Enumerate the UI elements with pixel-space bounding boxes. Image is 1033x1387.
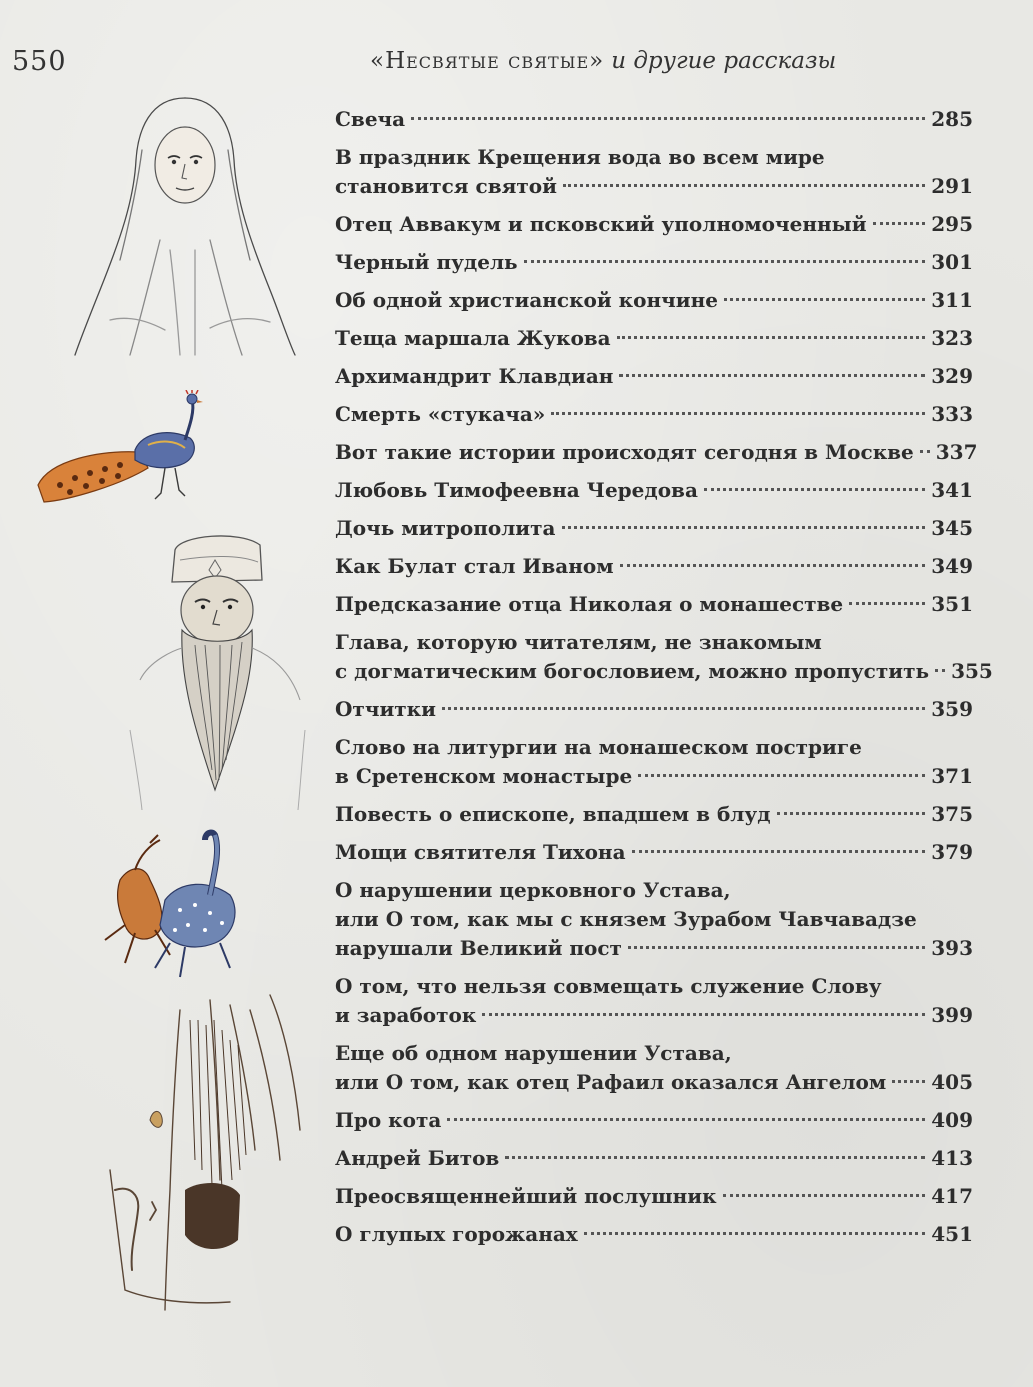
toc-entry-title-line: Черный пудель — [335, 250, 518, 274]
dot-leader — [873, 222, 926, 225]
dot-leader — [447, 1118, 925, 1121]
toc-entry-title-line: Повесть о епископе, впадшем в блуд — [335, 802, 771, 826]
toc-entry-page-number: 355 — [951, 659, 993, 683]
toc-entry-page-number: 405 — [931, 1070, 973, 1094]
toc-entry-page-number: 413 — [931, 1146, 973, 1170]
toc-entry[interactable] — [335, 590, 973, 619]
running-head — [370, 48, 836, 74]
toc-entry-page-number: 345 — [931, 516, 973, 540]
toc-entry-title-line: Как Булат стал Иваном — [335, 554, 614, 578]
toc-entry-title-line: Любовь Тимофеевна Чередова — [335, 478, 698, 502]
toc-entry-page-number: 333 — [931, 402, 973, 426]
toc-entry[interactable] — [335, 514, 973, 543]
toc-entry-last-line — [335, 1144, 973, 1173]
toc-entry[interactable] — [335, 286, 973, 315]
toc-entry-page-number: 341 — [931, 478, 973, 502]
toc-entry[interactable] — [335, 476, 973, 505]
toc-entry-title-line: Андрей Битов — [335, 1146, 500, 1170]
toc-entry[interactable] — [335, 362, 973, 391]
toc-entry-title-line: О глупых горожанах — [335, 1222, 578, 1246]
toc-entry-last-line — [335, 762, 973, 791]
running-head-title: «Несвятые святые» — [370, 48, 605, 74]
toc-entry[interactable] — [335, 105, 973, 134]
toc-entry[interactable] — [335, 1220, 973, 1249]
dot-leader — [638, 774, 925, 777]
toc-entry-title-line: Мощи святителя Тихона — [335, 840, 626, 864]
dot-leader — [524, 260, 926, 263]
toc-entry[interactable] — [335, 210, 973, 239]
dot-leader — [723, 1194, 926, 1197]
toc-entry-title-line: в Сретенском монастыре — [335, 764, 633, 788]
toc-entry-last-line — [335, 590, 973, 619]
dot-leader — [620, 564, 926, 567]
toc-entry[interactable] — [335, 1144, 973, 1173]
toc-entry-last-line — [335, 800, 973, 829]
toc-entry-title-line: или О том, как отец Рафаил оказался Ангелом — [335, 1070, 887, 1094]
toc-entry-page-number: 371 — [931, 764, 973, 788]
dot-leader — [505, 1156, 925, 1159]
toc-entry-title-lines — [335, 733, 973, 762]
dot-leader — [551, 412, 925, 415]
toc-entry-page-number: 311 — [931, 288, 973, 312]
dot-leader — [777, 812, 926, 815]
toc-entry-title-line: или О том, как мы с князем Зурабом Чавчавадзе — [335, 907, 917, 931]
toc-entry-last-line — [335, 476, 973, 505]
toc-entry-last-line — [335, 362, 973, 391]
toc-entry-last-line — [335, 695, 973, 724]
dot-leader — [482, 1013, 925, 1016]
dot-leader — [411, 117, 925, 120]
peacock-drawing-icon — [30, 390, 230, 510]
toc-entry-title-lines — [335, 143, 973, 172]
figure-ink-sketch-icon — [90, 990, 310, 1320]
toc-entry-last-line — [335, 172, 973, 201]
dot-leader — [849, 602, 925, 605]
toc-entry-title-line: В праздник Крещения вода во всем мире — [335, 145, 825, 169]
toc-entry[interactable] — [335, 552, 973, 581]
dot-leader — [704, 488, 925, 491]
toc-entry-last-line — [335, 286, 973, 315]
toc-entry-title-line: Отчитки — [335, 697, 436, 721]
toc-entry-page-number: 329 — [931, 364, 973, 388]
toc-entry-title-line: Теща маршала Жукова — [335, 326, 611, 350]
dot-leader — [628, 946, 925, 949]
toc-entry-page-number: 379 — [931, 840, 973, 864]
dot-leader — [920, 450, 930, 453]
toc-entry-last-line — [335, 1068, 973, 1097]
toc-entry[interactable] — [335, 838, 973, 867]
toc-entry-title-lines — [335, 628, 973, 657]
toc-entry-page-number: 285 — [931, 107, 973, 131]
dot-leader — [619, 374, 925, 377]
toc-entry-title-line: Слово на литургии на монашеском постриге — [335, 735, 862, 759]
toc-entry-last-line — [335, 1106, 973, 1135]
toc-entry-page-number: 409 — [931, 1108, 973, 1132]
toc-entry[interactable] — [335, 1106, 973, 1135]
toc-entry-page-number: 323 — [931, 326, 973, 350]
toc-entry[interactable] — [335, 733, 973, 791]
toc-entry-page-number: 393 — [931, 936, 973, 960]
dot-leader — [632, 850, 926, 853]
toc-entry[interactable] — [335, 876, 973, 963]
toc-entry[interactable] — [335, 1039, 973, 1097]
dot-leader — [562, 526, 926, 529]
toc-entry-page-number: 375 — [931, 802, 973, 826]
toc-entry-page-number: 349 — [931, 554, 973, 578]
toc-entry-page-number: 301 — [931, 250, 973, 274]
toc-entry[interactable] — [335, 1182, 973, 1211]
toc-entry[interactable] — [335, 248, 973, 277]
toc-entry-title-line: Предсказание отца Николая о монашестве — [335, 592, 844, 616]
toc-entry-page-number: 417 — [931, 1184, 973, 1208]
toc-entry-title-line: и заработок — [335, 1003, 477, 1027]
toc-entry-page-number: 359 — [931, 697, 973, 721]
toc-entry-title-line: Преосвященнейший послушник — [335, 1184, 717, 1208]
toc-entry-title-line: Вот такие истории происходят сегодня в Москве — [335, 440, 914, 464]
toc-entry[interactable] — [335, 695, 973, 724]
toc-entry-title-lines — [335, 1039, 973, 1068]
dot-leader — [584, 1232, 926, 1235]
toc-entry-last-line — [335, 248, 973, 277]
toc-entry-last-line — [335, 657, 993, 686]
toc-entry-last-line — [335, 1220, 973, 1249]
dot-leader — [442, 707, 925, 710]
toc-entry[interactable] — [335, 324, 973, 353]
running-head-subtitle: и другие рассказы — [611, 48, 837, 74]
toc-entry-title-line: Про кота — [335, 1108, 442, 1132]
toc-entry-title-line: О нарушении церковного Устава, — [335, 878, 731, 902]
toc-entry-last-line — [335, 438, 978, 467]
toc-entry-title-line: Дочь митрополита — [335, 516, 556, 540]
toc-entry[interactable] — [335, 438, 978, 467]
page-number: 550 — [12, 46, 67, 77]
toc-entry-title-line: Об одной христианской кончине — [335, 288, 718, 312]
dot-leader — [617, 336, 926, 339]
toc-entry-page-number: 451 — [931, 1222, 973, 1246]
toc-entry-title-line: Отец Аввакум и псковский уполномоченный — [335, 212, 867, 236]
toc-entry-last-line — [335, 552, 973, 581]
toc-entry-title-lines — [335, 972, 973, 1001]
toc-entry-last-line — [335, 934, 973, 963]
toc-entry-title-line: О том, что нельзя совмещать служение Слову — [335, 974, 882, 998]
toc-entry-title-line: нарушали Великий пост — [335, 936, 622, 960]
toc-entry-last-line — [335, 400, 973, 429]
toc-entry[interactable] — [335, 400, 973, 429]
dot-leader — [724, 298, 925, 301]
toc-entry-title-lines — [335, 876, 973, 934]
fantastic-beasts-drawing-icon — [90, 825, 260, 985]
toc-entry-last-line — [335, 514, 973, 543]
toc-entry-title-line: Смерть «стукача» — [335, 402, 546, 426]
toc-entry-last-line — [335, 324, 973, 353]
toc-entry-title-line: Архимандрит Клавдиан — [335, 364, 614, 388]
toc-entry-page-number: 295 — [931, 212, 973, 236]
nun-portrait-sketch-icon — [70, 90, 300, 360]
toc-entry-title-line: с догматическим богословием, можно пропустить — [335, 659, 930, 683]
toc-entry-last-line — [335, 105, 973, 134]
toc-entry-page-number: 337 — [935, 440, 978, 464]
toc-entry-last-line — [335, 1182, 973, 1211]
toc-entry[interactable] — [335, 628, 993, 686]
toc-entry[interactable] — [335, 972, 973, 1030]
elder-monk-portrait-icon — [120, 530, 310, 810]
toc-entry[interactable] — [335, 143, 973, 201]
toc-entry-last-line — [335, 838, 973, 867]
toc-entry[interactable] — [335, 800, 973, 829]
toc-entry-last-line — [335, 1001, 973, 1030]
toc-entry-last-line — [335, 210, 973, 239]
dot-leader — [892, 1080, 925, 1083]
dot-leader — [935, 669, 945, 672]
table-of-contents — [335, 105, 993, 1258]
dot-leader — [563, 184, 925, 187]
toc-entry-title-line: Свеча — [335, 107, 406, 131]
toc-entry-title-line: становится святой — [335, 174, 557, 198]
toc-entry-page-number: 399 — [931, 1003, 973, 1027]
toc-entry-title-line: Еще об одном нарушении Устава, — [335, 1041, 732, 1065]
margin-illustrations — [20, 80, 320, 1320]
toc-entry-page-number: 291 — [931, 174, 973, 198]
toc-entry-title-line: Глава, которую читателям, не знакомым — [335, 630, 822, 654]
toc-entry-page-number: 351 — [931, 592, 973, 616]
